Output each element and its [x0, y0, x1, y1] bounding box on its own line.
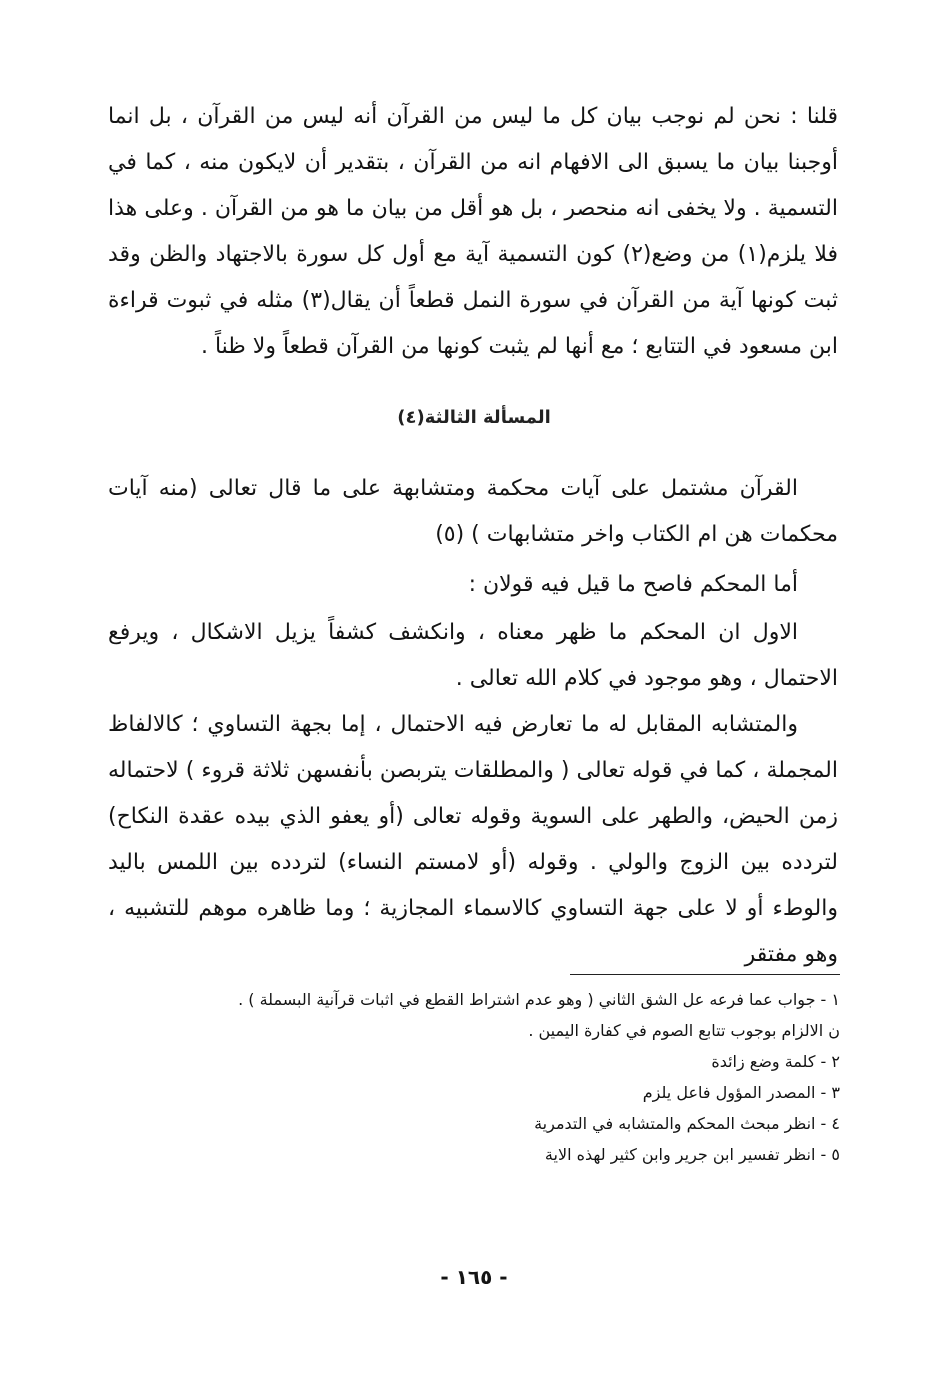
paragraph-answer: قلنا : نحن لم نوجب بيان كل ما ليس من القرآن أنه ليس من القرآن ، بل انما أوجبنا بيان ما يسبق الى الافهام انه من القرآن ، بتقدير أن لايكون منه ، كما في التسمية . ولا يخفى انه منحصر ، بل هو أقل من بيان ما هو من القرآن . وعلى هذا فلا يلزم(١) من وضع(٢) كون التسمية آية مع أول كل سورة بالاجتهاد والظن وقد ثبت كونها آية من القرآن في سورة النمل قطعاً أن يقال(٣) مثله في ثبوت قراءة ابن مسعود في التتابع ؛ مع أنها لم يثبت كونها من القرآن قطعاً ولا ظناً . [108, 104, 838, 359]
footnote-item: ٢ - كلمة وضع زائدة [711, 1052, 840, 1071]
paragraph-muhkam-intro: أما المحكم فاصح ما قيل فيه قولان : [468, 572, 798, 597]
page-number: - ١٦٥ - [440, 1265, 508, 1289]
paragraph-mutashabih: والمتشابه المقابل له ما تعارض فيه الاحتمال ، إما بجهة التساوي ؛ كالالفاظ المجملة ، كما في قوله تعالى ( والمطلقات يتربصن بأنفسهن ثلاثة قروء ) لاحتماله زمن الحيض، والطهر على السوية وقوله تعالى (أو يعفو الذي بيده عقدة النكاح) لتردده بين الزوج والولي . وقوله (أو لامستم النساء) لتردده بين اللمس باليد والوطء أو لا على جهة التساوي كالاسماء المجازية ؛ وما ظاهره موهم للتشبيه ، وهو مفتقر [108, 712, 838, 967]
paragraph-first-opinion: الاول ان المحكم ما ظهر معناه ، وانكشف كشفاً يزيل الاشكال ، ويرفع الاحتمال ، وهو موجود في كلام الله تعالى . [108, 620, 838, 691]
section-heading: المسألة الثالثة(٤) [397, 407, 551, 428]
footnote-item: ٤ - انظر مبحث المحكم والمتشابه في التدمرية [534, 1114, 840, 1133]
footnotes-list [100, 984, 840, 1170]
footnote-divider [570, 974, 840, 975]
footnote-item: ن الالزام بوجوب تتابع الصوم في كفارة اليمين . [528, 1021, 840, 1040]
paragraph-quran-verses: القرآن مشتمل على آيات محكمة ومتشابهة على ما قال تعالى (منه آيات محكمات هن ام الكتاب واخر متشابهات ) (٥) [108, 476, 838, 547]
footnote-item: ٥ - انظر تفسير ابن جرير وابن كثير لهذه الاية [544, 1145, 840, 1164]
footnote-item: ١ - جواب عما فرعه عل الشق الثاني ( وهو عدم اشتراط القطع في اثبات قرآنية البسملة ) . [238, 990, 840, 1009]
footnote-item: ٣ - المصدر المؤول فاعل يلزم [642, 1083, 840, 1102]
